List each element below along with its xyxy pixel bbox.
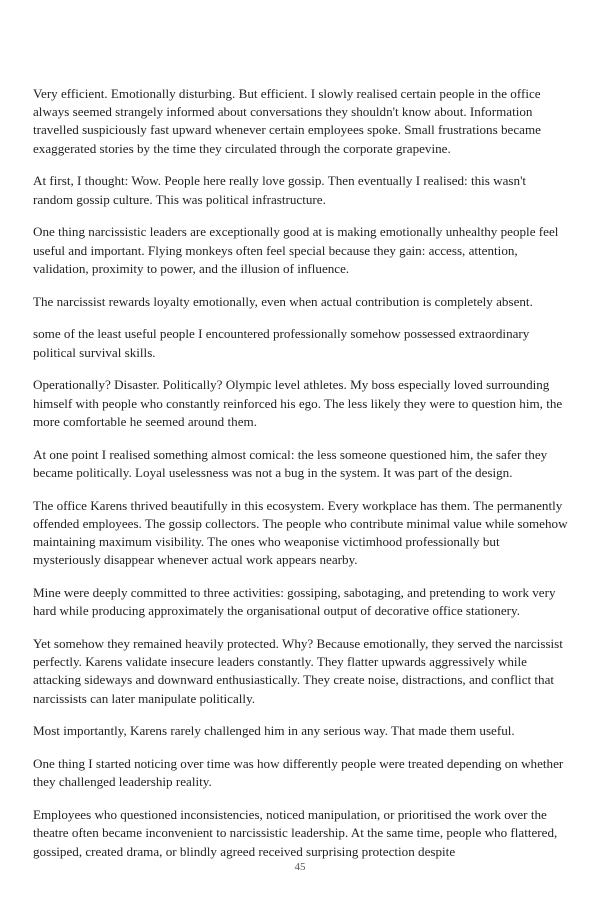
paragraph-3: One thing narcissistic leaders are exceptionally good at is making emotionally unhealthy people feel useful and important. Flying monkeys often feel special because they gain: access, attention, validation, proximity to power, and the illusion of influence. — [33, 224, 559, 276]
paragraph-8: The office Karens thrived beautifully in this ecosystem. Every workplace has them. The permanently offended employees. The gossip collectors. The people who contribute minimal value while somehow maintaining maximum visibility. The ones who weaponise victimhood professionally but mysteriously disappear whenever actual work appears nearby. — [33, 497, 568, 568]
page-number: 45 — [294, 861, 306, 873]
paragraph-13: Employees who questioned inconsistencies, noticed manipulation, or prioritised the work over the theatre often became inconvenient to narcissistic leadership. At the same time, people who flattered, gossiped, created drama, or blindly agreed received surprising protection despite — [33, 807, 558, 859]
paragraph-1: Very efficient. Emotionally disturbing. But efficient. I slowly realised certain people in the office always seemed strangely informed about conversations they shouldn't know about. Information travelled suspiciously fast upward whenever certain employees spoke. Small frustrations became exaggerated stories by the time they circulated through the corporate grapevine. — [33, 86, 541, 156]
paragraph-4: The narcissist rewards loyalty emotionally, even when actual contribution is completely absent. — [33, 293, 533, 309]
paragraph-7: At one point I realised something almost comical: the less someone questioned him, the safer they became politically. Loyal uselessness was not a bug in the system. It was part of the design. — [33, 446, 548, 480]
paragraph-6: Operationally? Disaster. Politically? Olympic level athletes. My boss especially loved surrounding himself with people who constantly reinforced his ego. The less likely they were to question him, the more comfortable he seemed around them. — [33, 377, 563, 429]
paragraph-12: One thing I started noticing over time was how differently people were treated depending on whether they challenged leadership reality. — [33, 756, 564, 790]
paragraph-5: some of the least useful people I encountered professionally somehow possessed extraordinary political survival skills. — [33, 326, 530, 360]
paragraph-2: At first, I thought: Wow. People here really love gossip. Then eventually I realised: this wasn't random gossip culture. This was political infrastructure. — [33, 173, 527, 207]
body-text — [33, 85, 569, 875]
paragraph-10: Yet somehow they remained heavily protected. Why? Because emotionally, they served the narcissist perfectly. Karens validate insecure leaders constantly. They flatter upwards aggressively while attacking sideways and downward enthusiastically. They create noise, distractions, and conflict that narcissists can later manipulate politically. — [33, 636, 563, 706]
paragraph-9: Mine were deeply committed to three activities: gossiping, sabotaging, and pretending to work very hard while producing approximately the organisational output of decorative office stationery. — [33, 585, 556, 619]
paragraph-11: Most importantly, Karens rarely challenged him in any serious way. That made them useful. — [33, 723, 515, 739]
